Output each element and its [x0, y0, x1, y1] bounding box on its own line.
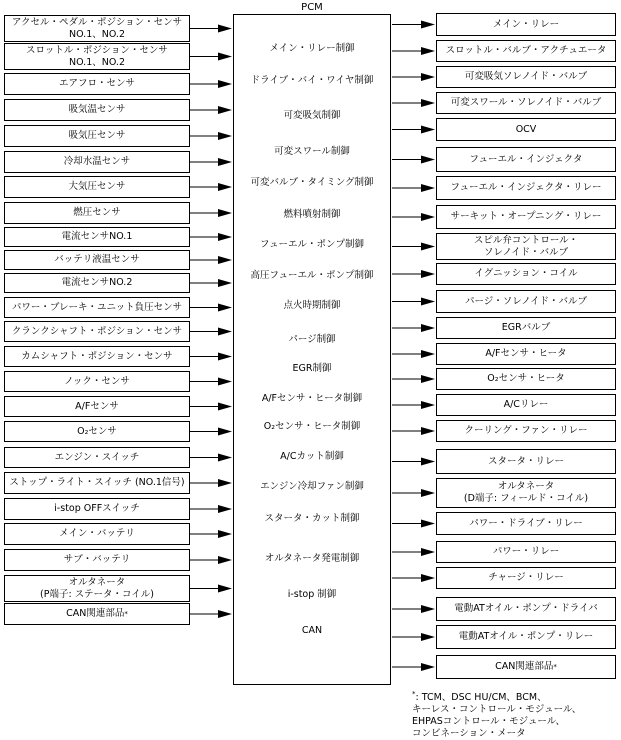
input-label: 吸気圧センサ [68, 130, 126, 141]
input-arrow-4 [190, 106, 232, 114]
input-label: バッテリ液温センサ [54, 254, 140, 265]
footnote [412, 688, 581, 740]
input-label: エンジン・スイッチ [54, 451, 140, 463]
output-label: 可変吸気ソレノイド・バルブ [464, 71, 588, 82]
output-arrow-23 [392, 633, 435, 641]
input-arrow-19 [190, 479, 232, 487]
input-arrow-6 [190, 158, 232, 166]
output-label: A/Cリレー [503, 399, 549, 410]
input-arrow-18 [190, 454, 232, 462]
output-arrow-17 [392, 458, 435, 466]
pcm-function-16: スタータ・カット制御 [264, 513, 360, 524]
output-arrow-15 [392, 401, 435, 409]
pcm-function-7: フューエル・ポンプ制御 [259, 239, 365, 250]
input-arrow-22 [190, 556, 232, 564]
input-arrow-24 [190, 610, 232, 618]
output-arrow-9 [392, 243, 435, 251]
input-arrow-15 [190, 378, 232, 386]
input-arrow-1 [190, 25, 232, 33]
input-arrow-17 [190, 428, 232, 436]
output-label: フューエル・インジェクタ [469, 153, 583, 165]
output-arrow-1 [392, 21, 435, 29]
output-arrow-13 [392, 350, 435, 358]
output-arrow-3 [392, 73, 435, 81]
pcm-function-1: メイン・リレー制御 [269, 43, 355, 54]
input-label: アクセル・ペダル・ポジション・センサ NO.1、NO.2 [11, 16, 183, 40]
pcm-function-2: ドライブ・バイ・ワイヤ制御 [250, 75, 374, 86]
input-label: カムシャフト・ポジション・センサ [21, 350, 173, 362]
input-arrow-2 [190, 53, 232, 61]
output-arrow-6 [392, 156, 435, 164]
pcm-function-14: A/Cカット制御 [280, 451, 344, 462]
output-label: スピル弁コントロール・ ソレノイド・バルブ [473, 234, 579, 258]
pcm-function-15: エンジン冷却ファン制御 [260, 481, 364, 492]
pcm-function-19: CAN [301, 625, 323, 636]
input-label: スロットル・ポジション・センサ NO.1、NO.2 [26, 44, 168, 68]
output-label: スロットル・バルブ・アクチュエータ [445, 45, 607, 56]
input-label: パワー・ブレーキ・ユニット負圧センサ [11, 301, 183, 313]
input-label: A/Fセンサ [75, 400, 119, 412]
input-label: ストップ・ライト・スイッチ (NO.1信号) [9, 477, 185, 488]
output-label: パージ・ソレノイド・バルブ [464, 295, 588, 307]
output-label: A/Fセンサ・ヒータ [485, 348, 567, 359]
pcm-function-3: 可変吸気制御 [283, 110, 341, 121]
input-arrow-9 [190, 233, 232, 241]
output-arrow-11 [392, 298, 435, 306]
output-label: メイン・リレー [492, 18, 560, 30]
output-arrow-18 [392, 489, 435, 497]
input-label: 燃圧センサ [73, 207, 121, 218]
pcm-function-13: O₂センサ・ヒータ制御 [263, 421, 361, 432]
output-label: フューエル・インジェクタ・リレー [450, 182, 602, 193]
input-arrow-10 [190, 256, 232, 264]
pcm-function-4: 可変スワール制御 [274, 146, 350, 157]
input-label: 大気圧センサ [68, 181, 126, 192]
output-label: パワー・リレー [492, 546, 560, 557]
input-label: ノック・センサ [64, 375, 130, 387]
footnote-text: : TCM、DSC HU/CM、BCM、 キーレス・コントロール・モジュール、 EHPASコントロール・モジュール、 コンビネーション・メータ [412, 692, 582, 740]
input-arrow-21 [190, 530, 232, 538]
output-label: イグニッション・コイル [474, 268, 578, 279]
input-arrow-7 [190, 183, 232, 191]
output-label: クーリング・ファン・リレー [464, 425, 588, 436]
output-arrow-7 [392, 184, 435, 192]
pcm-function-18: i-stop 制御 [287, 589, 337, 600]
output-arrow-20 [392, 548, 435, 556]
pcm-function-5: 可変バルブ・タイミング制御 [250, 177, 374, 188]
input-label: 電流センサNO.2 [61, 277, 133, 288]
input-label: クランクシャフト・ポジション・センサ [11, 325, 183, 337]
input-arrow-16 [190, 403, 232, 411]
input-arrow-23 [190, 585, 232, 593]
output-label: EGRバルブ [501, 322, 551, 333]
output-arrow-14 [392, 375, 435, 383]
footnote-marker: * [124, 610, 128, 618]
output-label: 可変スワール・ソレノイド・バルブ [450, 97, 602, 108]
output-arrow-4 [392, 99, 435, 107]
input-arrow-14 [190, 353, 232, 361]
input-label: O₂センサ [77, 425, 117, 437]
output-label: CAN関連部品 [495, 661, 554, 672]
input-arrow-12 [190, 304, 232, 312]
pcm-function-10: パージ制御 [288, 334, 336, 345]
input-arrow-5 [190, 132, 232, 140]
input-label: 冷却水温センサ [63, 156, 131, 167]
footnote-marker: * [553, 663, 557, 671]
input-arrow-20 [190, 505, 232, 513]
output-label: パワー・ドライブ・リレー [469, 517, 583, 529]
input-label: エアフロ・センサ [58, 78, 135, 89]
output-label: 電動ATオイル・ポンプ・ドライバ [454, 603, 598, 614]
output-arrow-16 [392, 427, 435, 435]
pcm-function-6: 燃料噴射制御 [283, 209, 341, 220]
output-arrow-8 [392, 213, 435, 221]
output-arrow-22 [392, 605, 435, 613]
output-arrow-5 [392, 126, 435, 134]
output-arrow-24 [392, 663, 435, 671]
output-label: OCV [515, 123, 537, 135]
footnote-marker: * [412, 690, 416, 698]
input-label: オルタネータ (P端子: ステータ・コイル) [40, 576, 154, 600]
output-label: 電動ATオイル・ポンプ・リレー [458, 631, 594, 642]
input-arrow-11 [190, 279, 232, 287]
input-label: 吸気温センサ [68, 104, 126, 115]
output-label: O₂センサ・ヒータ [487, 373, 565, 384]
pcm-function-8: 高圧フューエル・ポンプ制御 [250, 270, 374, 281]
pcm-function-17: オルタネータ発電制御 [264, 553, 360, 564]
input-label: サブ・バッテリ [63, 554, 131, 565]
output-arrow-21 [392, 574, 435, 582]
input-label: 電流センサNO.1 [61, 231, 133, 242]
output-label: チャージ・リレー [488, 572, 564, 583]
pcm-function-11: EGR制御 [292, 363, 332, 374]
pcm-title: PCM [301, 2, 323, 13]
input-arrow-13 [190, 328, 232, 336]
input-label: CAN関連部品 [66, 608, 125, 619]
output-label: スタータ・リレー [487, 455, 564, 467]
output-arrow-12 [392, 324, 435, 332]
output-arrow-2 [392, 47, 435, 55]
pcm-function-9: 点火時期制御 [283, 300, 341, 311]
output-label: オルタネータ (D端子: フィールド・コイル) [463, 481, 589, 504]
output-label: サーキット・オープニング・リレー [450, 211, 602, 222]
input-arrow-3 [190, 80, 232, 88]
output-arrow-10 [392, 270, 435, 278]
input-label: i-stop OFFスイッチ [54, 503, 140, 514]
pcm-function-12: A/Fセンサ・ヒータ制御 [261, 393, 363, 404]
input-label: メイン・バッテリ [59, 528, 135, 539]
output-arrow-19 [392, 520, 435, 528]
input-arrow-8 [190, 209, 232, 217]
